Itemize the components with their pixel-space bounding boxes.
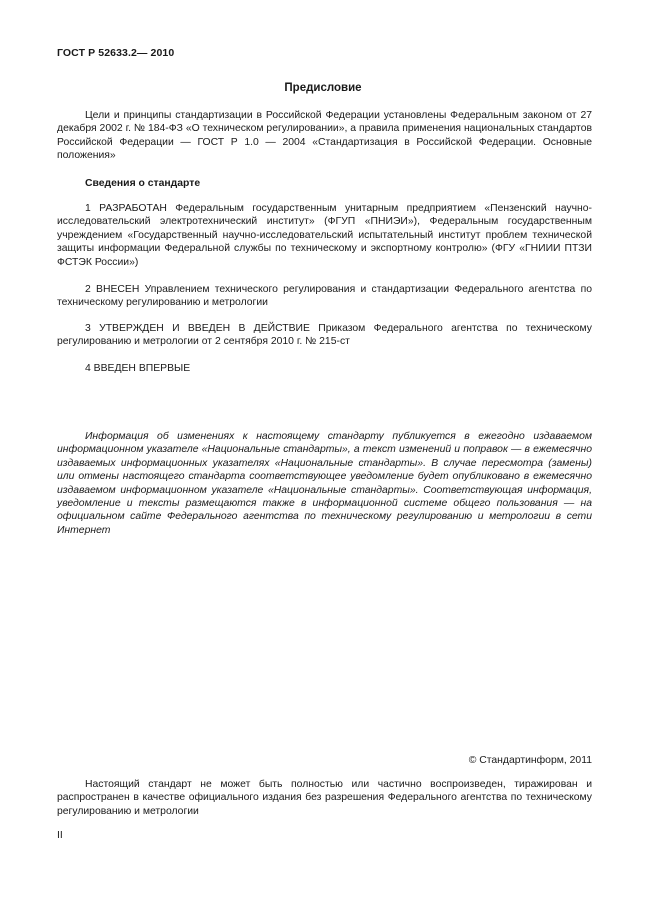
copyright-line: © Стандартинформ, 2011 [468,755,592,766]
info-heading-section [57,177,592,190]
preface-title: Предисловие [284,82,362,94]
item-4-section [57,362,592,375]
reproduction-section [57,778,592,818]
info-item-4: 4 ВВЕДЕН ВПЕРВЫЕ [85,363,191,374]
change-notice-paragraph: Информация об изменениях к настоящему стандарту публикуется в ежегодно издаваемом информационном указателе «Национальные стандарты», а текст изменений и поправок — в ежемесячно издаваемых информационных указателях «Национальные стандарты». В случае пересмотра (замены) или отмены настоящего стандарта соответствующее уведомление будет опубликовано в ежемесячно издаваемом информационном указателе «Национальные стандарты». Соответствующая информация, уведомление и тексты размещаются также в информационной системе общего пользования — на официальном сайте Федерального агентства по техническому регулированию и метрологии в сети Интернет [57,431,592,536]
intro-paragraph: Цели и принципы стандартизации в Российской Федерации установлены Федеральным законом от 27 декабря 2002 г. № 184-ФЗ «О техническом регулировании», а правила применения национальных стандартов Российской Федерации — ГОСТ Р 1.0 — 2004 «Стандартизация в Российской Федерации. Основные положения» [57,110,592,162]
page-number: II [57,830,63,841]
info-item-2: 2 ВНЕСЕН Управлением технического регулирования и стандартизации Федерального агентства по техническому регулированию и метрологии [57,284,592,309]
info-item-3: 3 УТВЕРЖДЕН И ВВЕДЕН В ДЕЙСТВИЕ Приказом Федерального агентства по техническому регулированию и метрологии от 2 сентября 2010 г. № 215-ст [57,323,592,348]
item-3-section [57,322,592,349]
item-2-section [57,283,592,310]
standard-code-header: ГОСТ Р 52633.2— 2010 [57,47,175,59]
info-heading: Сведения о стандарте [85,178,201,189]
notice-section [57,430,592,537]
intro-section [57,109,592,163]
info-item-1: 1 РАЗРАБОТАН Федеральным государственным унитарным предприятием «Пензенский научно-исследовательский электротехнический институт» (ФГУП «ПНИЭИ»), Федеральным государственным учреждением «Государственный научно-исследовательский испытательный институт проблем технической защиты информации Федеральной службы по техническому и экспортному контролю» (ФГУ «ГНИИИ ПТЗИ ФСТЭК России») [57,203,592,268]
reproduction-notice: Настоящий стандарт не может быть полностью или частично воспроизведен, тиражирован и распространен в качестве официального издания без разрешения Федерального агентства по техническому регулированию и метрологии [57,779,592,817]
item-1-section [57,202,592,269]
